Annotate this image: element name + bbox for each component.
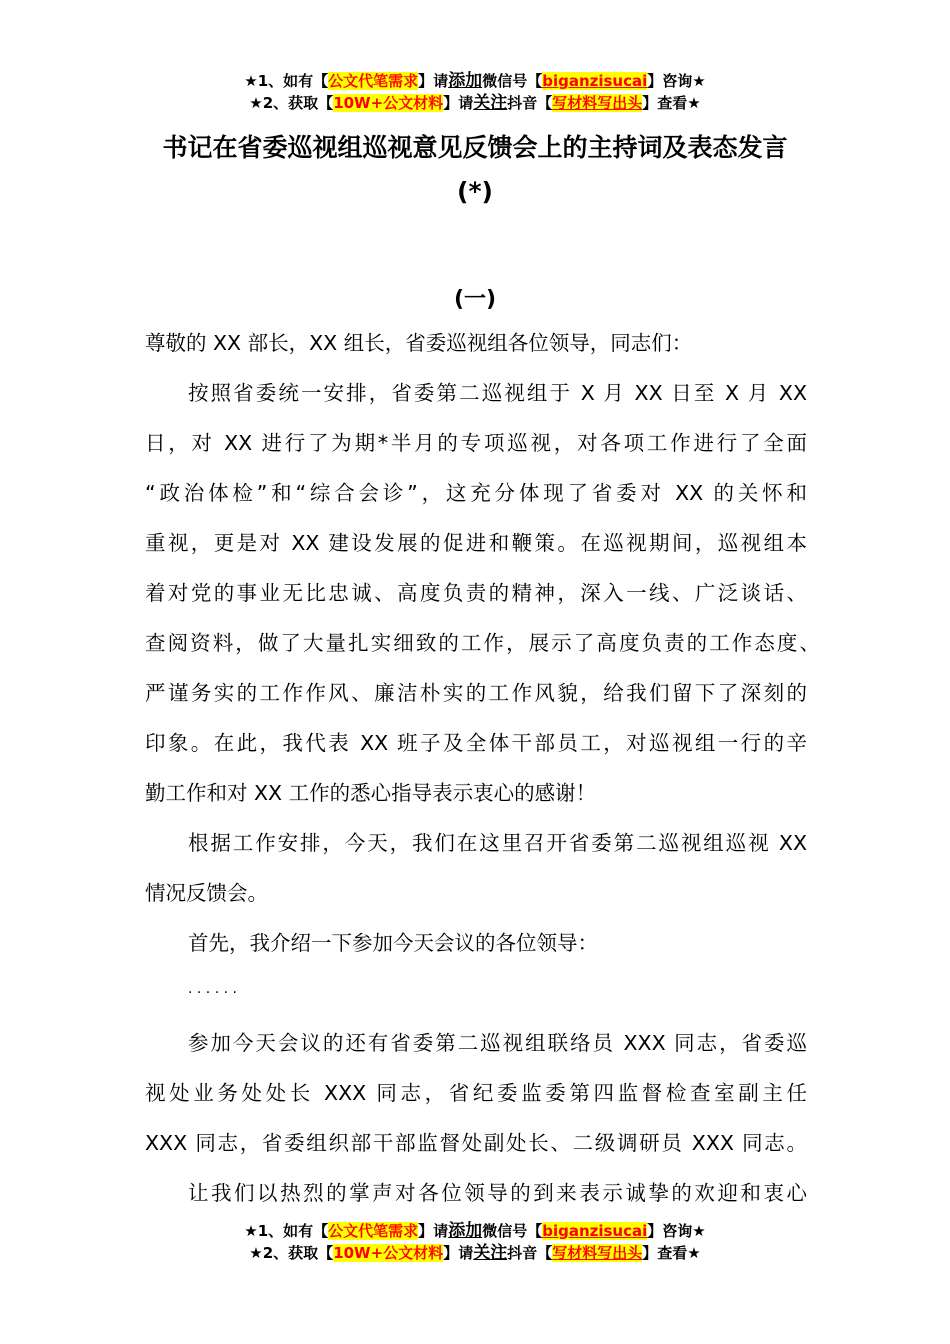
banner-text: 】咨询★ (647, 1222, 706, 1240)
banner-text: 抖音【 (507, 94, 553, 112)
banner-emphasis: 关注 (473, 1243, 508, 1263)
banner-text: 】查看★ (642, 94, 701, 112)
banner-line-2 (0, 92, 950, 114)
body-line: 首先，我介绍一下参加今天会议的各位领导： (188, 931, 598, 955)
document-title: 书记在省委巡视组巡视意见反馈会上的主持词及表态发言 (162, 133, 788, 162)
body-line: 参加今天会议的还有省委第二巡视组联络员 XXX 同志，省委巡 (188, 1031, 807, 1055)
banner-text: ★1、如有【 (244, 1222, 329, 1240)
banner-text: 抖音【 (507, 1244, 553, 1262)
banner-text: 】请 (443, 94, 474, 112)
banner-text: 】请 (418, 1222, 449, 1240)
banner-text: 】请 (418, 72, 449, 90)
banner-highlight: 10W+公文材料 (333, 1244, 444, 1262)
body-line: XXX 同志，省委组织部干部监督处副处长、二级调研员 XXX 同志。 (145, 1131, 807, 1155)
top-banner (0, 70, 950, 114)
body-line: 让我们以热烈的掌声对各位领导的到来表示诚挚的欢迎和衷心 (188, 1181, 807, 1205)
body-line: 日，对 XX 进行了为期*半月的专项巡视，对各项工作进行了全面 (145, 431, 807, 455)
body-line: 视处业务处处长 XXX 同志，省纪委监委第四监督检查室副主任 (145, 1081, 807, 1105)
banner-text: ★2、获取【 (249, 1244, 334, 1262)
body-line: 情况反馈会。 (145, 881, 268, 905)
section-heading: (一) (453, 287, 497, 312)
body-line: 印象。在此，我代表 XX 班子及全体干部员工，对巡视组一行的辛 (145, 731, 807, 755)
body-line: 着对党的事业无比忠诚、高度负责的精神，深入一线、广泛谈话、 (145, 581, 807, 605)
banner-text: ★2、获取【 (249, 94, 334, 112)
body-line: 勤工作和对 XX 工作的悉心指导表示衷心的感谢！ (145, 781, 597, 805)
body-line: 重视，更是对 XX 建设发展的促进和鞭策。在巡视期间，巡视组本 (145, 531, 807, 555)
banner-text: 】查看★ (642, 1244, 701, 1262)
banner-highlight: 公文代笔需求 (328, 72, 419, 90)
body-line: “政治体检”和“综合会诊”，这充分体现了省委对 XX 的关怀和 (145, 481, 807, 505)
banner-text: 】咨询★ (647, 72, 706, 90)
banner-highlight-link[interactable]: biganzisucai (542, 72, 648, 90)
banner-highlight-link[interactable]: biganzisucai (542, 1222, 648, 1240)
banner-text: 】请 (443, 1244, 474, 1262)
body-line: 严谨务实的工作作风、廉洁朴实的工作风貌，给我们留下了深刻的 (145, 681, 807, 705)
bottom-banner (0, 1220, 950, 1264)
body-line: 查阅资料，做了大量扎实细致的工作，展示了高度负责的工作态度、 (145, 631, 820, 655)
banner-highlight: 10W+公文材料 (333, 94, 444, 112)
banner-text: ★1、如有【 (244, 72, 329, 90)
banner-emphasis: 添加 (448, 1221, 483, 1241)
banner-line-1 (0, 1220, 950, 1242)
banner-line-2 (0, 1242, 950, 1264)
banner-highlight: 公文代笔需求 (328, 1222, 419, 1240)
banner-emphasis: 关注 (473, 93, 508, 113)
body-line: 按照省委统一安排，省委第二巡视组于 X 月 XX 日至 X 月 XX (188, 381, 807, 405)
salutation: 尊敬的 XX 部长，XX 组长，省委巡视组各位领导，同志们： (145, 331, 693, 355)
banner-text: 微信号【 (482, 1222, 543, 1240)
banner-highlight-link[interactable]: 写材料写出头 (552, 1244, 643, 1262)
ellipsis-line: · · · · · · (188, 985, 237, 1001)
banner-highlight-link[interactable]: 写材料写出头 (552, 94, 643, 112)
document-title-suffix: (*) (457, 177, 493, 206)
body-line: 根据工作安排，今天，我们在这里召开省委第二巡视组巡视 XX (188, 831, 807, 855)
banner-emphasis: 添加 (448, 71, 483, 91)
banner-line-1 (0, 70, 950, 92)
banner-text: 微信号【 (482, 72, 543, 90)
